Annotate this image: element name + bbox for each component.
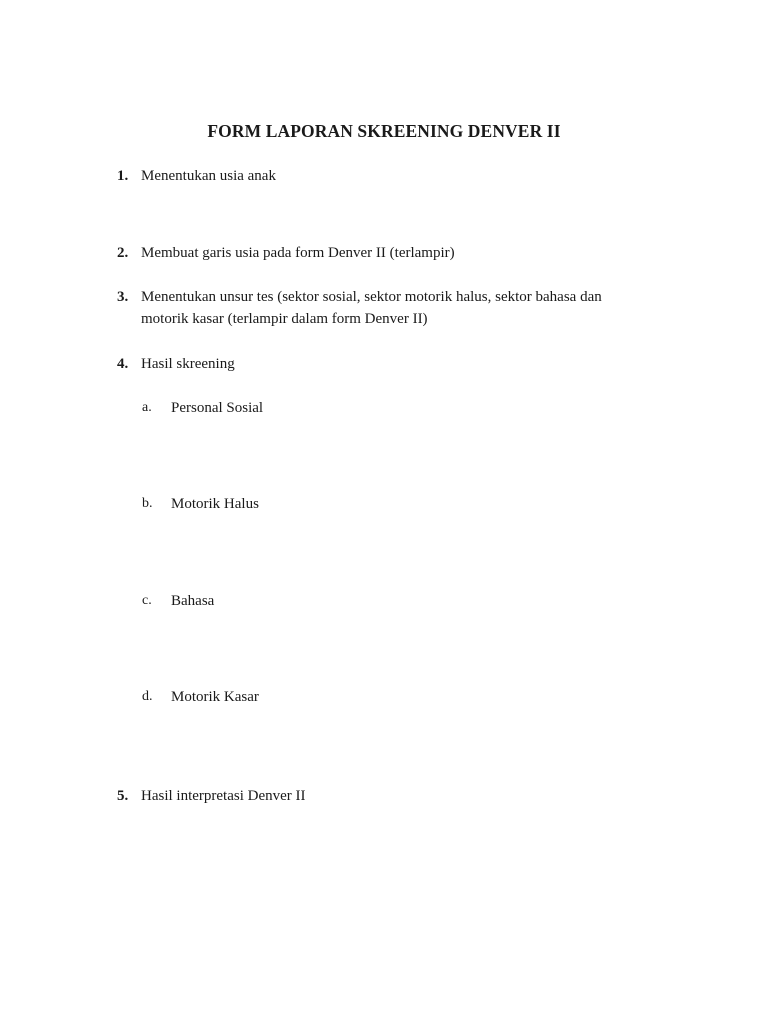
- item-text: [141, 286, 661, 330]
- sub-item-letter: c.: [142, 593, 152, 608]
- item-text-line-2: motorik kasar (terlampir dalam form Denver II): [141, 311, 428, 327]
- item-number: 1.: [117, 168, 129, 184]
- item-text: Hasil interpretasi Denver II: [141, 788, 306, 804]
- sub-item-text: Personal Sosial: [171, 400, 264, 416]
- sub-item-text: Bahasa: [171, 593, 215, 609]
- item-number: 3.: [117, 289, 129, 305]
- item-text: Hasil skreening: [141, 356, 235, 372]
- item-number: 5.: [117, 788, 129, 804]
- sub-item-letter: d.: [142, 689, 153, 704]
- form-title: FORM LAPORAN SKREENING DENVER II: [207, 121, 561, 141]
- item-number: 4.: [117, 356, 129, 372]
- sub-item-letter: b.: [142, 496, 153, 511]
- item-text: Menentukan usia anak: [141, 168, 276, 184]
- item-text-line-1: Menentukan unsur tes (sektor sosial, sektor motorik halus, sektor bahasa dan: [141, 289, 602, 305]
- sub-item-text: Motorik Kasar: [171, 689, 259, 705]
- item-text: Membuat garis usia pada form Denver II (terlampir): [141, 245, 455, 261]
- sub-item-text: Motorik Halus: [171, 496, 259, 512]
- item-number: 2.: [117, 245, 129, 261]
- sub-item-letter: a.: [142, 400, 152, 415]
